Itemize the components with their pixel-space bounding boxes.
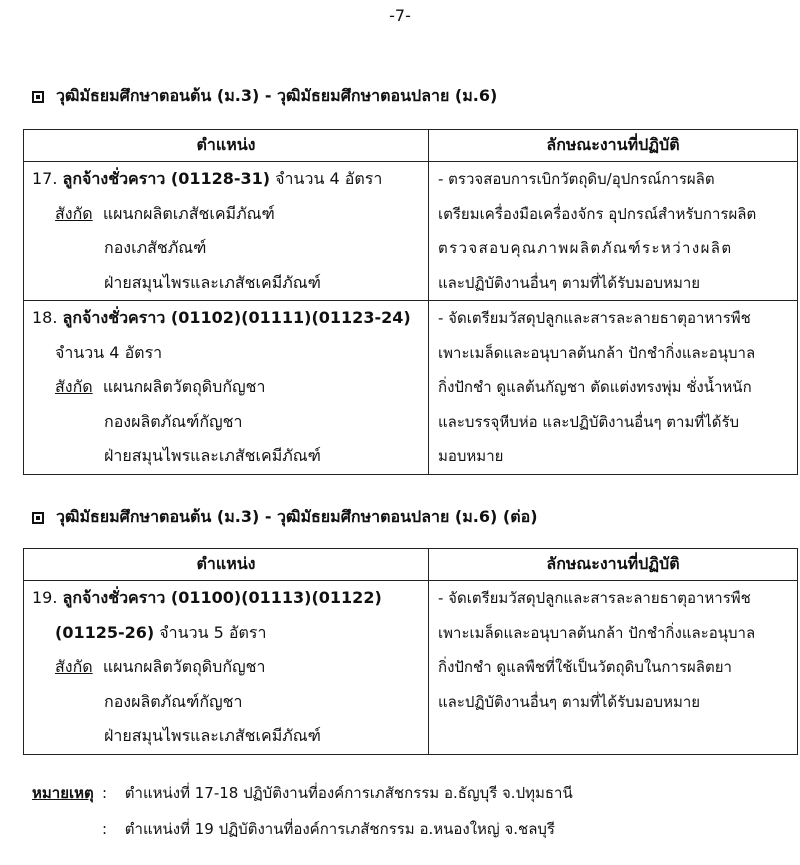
section-title: วุฒิมัธยมศึกษาตอนต้น (ม.3) - วุฒิมัธยมศึกษาตอนปลาย (ม.6) (ต่อ) bbox=[56, 507, 538, 526]
header-duties: ลักษณะงานที่ปฏิบัติ bbox=[429, 549, 798, 581]
division: กองผลิตภัณฑ์กัญชา bbox=[104, 411, 243, 431]
table-header-row bbox=[24, 130, 798, 162]
duty-line: เพาะเมล็ดและอนุบาลต้นกล้า ปักชำกิ่งและอนุบาล bbox=[438, 343, 756, 362]
square-bullet-icon bbox=[32, 91, 44, 103]
duty-line: - จัดเตรียมวัสดุปลูกและสารละลายธาตุอาหารพืช bbox=[438, 589, 751, 607]
position-count: จำนวน 5 อัตรา bbox=[154, 622, 267, 642]
positions-table-2 bbox=[23, 548, 798, 755]
division: กองเภสัชภัณฑ์ bbox=[104, 238, 207, 257]
duty-line: - จัดเตรียมวัสดุปลูกและสารละลายธาตุอาหารพืช bbox=[438, 309, 751, 327]
bureau: ฝ่ายสมุนไพรและเภสัชเคมีภัณฑ์ bbox=[104, 446, 321, 465]
position-count: จำนวน 4 อัตรา bbox=[55, 342, 163, 362]
row-number: 17. bbox=[32, 169, 58, 188]
position-title-continued: (01125-26) bbox=[55, 622, 155, 642]
notes-label: หมายเหตุ bbox=[32, 784, 94, 802]
department: แผนกผลิตเภสัชเคมีภัณฑ์ bbox=[102, 203, 275, 223]
affiliation-label: สังกัด bbox=[55, 203, 93, 223]
duty-line: และบรรจุหีบห่อ และปฏิบัติงานอื่นๆ ตามที่ได้รับ bbox=[438, 412, 740, 431]
position-cell bbox=[24, 162, 429, 301]
section-title: วุฒิมัธยมศึกษาตอนต้น (ม.3) - วุฒิมัธยมศึกษาตอนปลาย (ม.6) bbox=[56, 86, 498, 105]
note-line: ตำแหน่งที่ 19 ปฏิบัติงานที่องค์การเภสัชกรรม อ.หนองใหญ่ จ.ชลบุรี bbox=[124, 820, 555, 838]
page-number: -7- bbox=[389, 6, 411, 25]
duty-line: และปฏิบัติงานอื่นๆ ตามที่ได้รับมอบหมาย bbox=[438, 273, 701, 292]
section-heading-1 bbox=[32, 84, 497, 109]
notes-colon: : bbox=[102, 784, 108, 802]
header-duties: ลักษณะงานที่ปฏิบัติ bbox=[429, 130, 798, 162]
bureau: ฝ่ายสมุนไพรและเภสัชเคมีภัณฑ์ bbox=[104, 726, 321, 745]
positions-table-1 bbox=[23, 129, 798, 475]
position-title: ลูกจ้างชั่วคราว (01100)(01113)(01122) bbox=[62, 588, 382, 607]
duty-line: ตรวจสอบคุณภาพผลิตภัณฑ์ระหว่างผลิต bbox=[438, 239, 733, 257]
duty-line: มอบหมาย bbox=[438, 447, 504, 465]
table-header-row bbox=[24, 549, 798, 581]
department: แผนกผลิตวัตถุดิบกัญชา bbox=[102, 377, 266, 396]
note-line: ตำแหน่งที่ 17-18 ปฏิบัติงานที่องค์การเภสัชกรรม อ.ธัญบุรี จ.ปทุมธานี bbox=[124, 784, 573, 802]
row-number: 18. bbox=[32, 308, 58, 327]
bureau: ฝ่ายสมุนไพรและเภสัชเคมีภัณฑ์ bbox=[104, 272, 321, 292]
duties-cell bbox=[429, 162, 798, 301]
duties-cell bbox=[429, 301, 798, 475]
notes-colon: : bbox=[102, 820, 108, 838]
duties-cell bbox=[429, 581, 798, 755]
notes bbox=[32, 775, 573, 847]
affiliation-label: สังกัด bbox=[55, 377, 93, 396]
duty-line: กิ่งปักชำ ดูแลต้นกัญชา ตัดแต่งทรงพุ่ม ชั่งน้ำหนัก bbox=[438, 378, 752, 396]
duty-line: เตรียมเครื่องมือเครื่องจักร อุปกรณ์สำหรับการผลิต bbox=[438, 204, 757, 223]
department: แผนกผลิตวัตถุดิบกัญชา bbox=[102, 657, 266, 676]
division: กองผลิตภัณฑ์กัญชา bbox=[104, 691, 243, 711]
position-count: จำนวน 4 อัตรา bbox=[270, 169, 383, 188]
affiliation-label: สังกัด bbox=[55, 657, 93, 676]
position-title: ลูกจ้างชั่วคราว (01128-31) bbox=[62, 169, 271, 188]
header-position: ตำแหน่ง bbox=[24, 549, 429, 581]
position-cell bbox=[24, 581, 429, 755]
duty-line: - ตรวจสอบการเบิกวัตถุดิบ/อุปกรณ์การผลิต bbox=[438, 170, 715, 188]
row-number: 19. bbox=[32, 588, 58, 607]
section-heading-2 bbox=[32, 505, 538, 530]
square-bullet-icon bbox=[32, 512, 44, 524]
table-row bbox=[24, 162, 798, 301]
table-row bbox=[24, 581, 798, 755]
position-cell bbox=[24, 301, 429, 475]
duty-line: เพาะเมล็ดและอนุบาลต้นกล้า ปักชำกิ่งและอนุบาล bbox=[438, 623, 756, 642]
position-title: ลูกจ้างชั่วคราว (01102)(01111)(01123-24) bbox=[62, 308, 411, 327]
table-row bbox=[24, 301, 798, 475]
duty-line: กิ่งปักชำ ดูแลพืชที่ใช้เป็นวัตถุดิบในการผลิตยา bbox=[438, 658, 732, 676]
duty-line: และปฏิบัติงานอื่นๆ ตามที่ได้รับมอบหมาย bbox=[438, 692, 701, 711]
header-position: ตำแหน่ง bbox=[24, 130, 429, 162]
